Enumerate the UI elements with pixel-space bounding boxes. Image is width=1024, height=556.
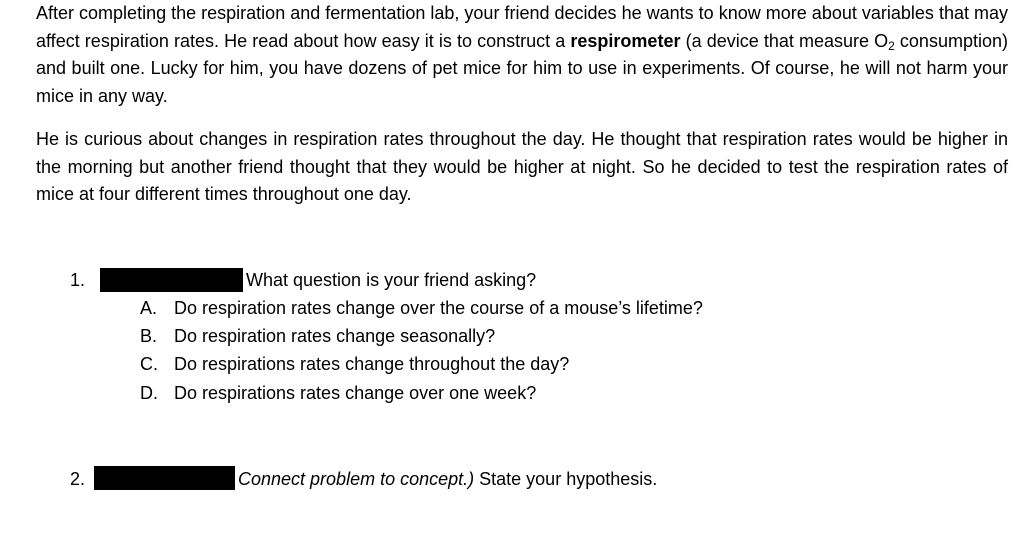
question-1-number: 1.	[70, 270, 86, 290]
question-1-text: What question is your friend asking?	[246, 270, 537, 290]
intro-paragraph	[36, 0, 1008, 110]
intro-text-1: After completing the respiration and fermentation lab, your friend decides he wants to know more about variables that may affect respiration rates. He read about how easy it is to construct a	[36, 3, 1008, 51]
subscript-2: 2	[888, 38, 895, 53]
respirometer-term: respirometer	[570, 30, 681, 51]
option-d-text: Do respirations rates change over one week?	[174, 383, 537, 403]
option-c-letter: C.	[140, 354, 158, 374]
option-c	[140, 351, 569, 379]
option-b-text: Do respiration rates change seasonally?	[174, 326, 496, 346]
redaction-bar	[94, 466, 235, 490]
option-b-letter: B.	[140, 326, 158, 346]
option-b	[140, 323, 495, 351]
question-2-text	[238, 466, 657, 494]
option-d-letter: D.	[140, 383, 158, 403]
intro-text-3: consumption) and built one. Lucky for him, you have dozens of pet mice for him to use in experiments. Of course, he will not harm your mice in any way.	[36, 30, 1008, 106]
intro-text-2: (a device that measure O	[680, 30, 889, 51]
option-a-letter: A.	[140, 298, 158, 318]
option-d	[140, 380, 536, 408]
option-a-text: Do respiration rates change over the course of a mouse’s lifetime?	[174, 298, 703, 318]
question-2-prompt: State your hypothesis.	[474, 469, 658, 489]
context-paragraph: He is curious about changes in respiration rates throughout the day. He thought that respiration rates would be higher in the morning but another friend thought that they would be higher at night. So he decided to test the respiration rates of mice at four different times throughout one day.	[36, 129, 1008, 204]
question-2-italic: Connect problem to concept.)	[238, 469, 475, 489]
option-c-text: Do respirations rates change throughout the day?	[174, 354, 570, 374]
option-a	[140, 295, 703, 323]
redaction-bar	[100, 268, 243, 292]
question-2-number: 2.	[70, 469, 86, 489]
